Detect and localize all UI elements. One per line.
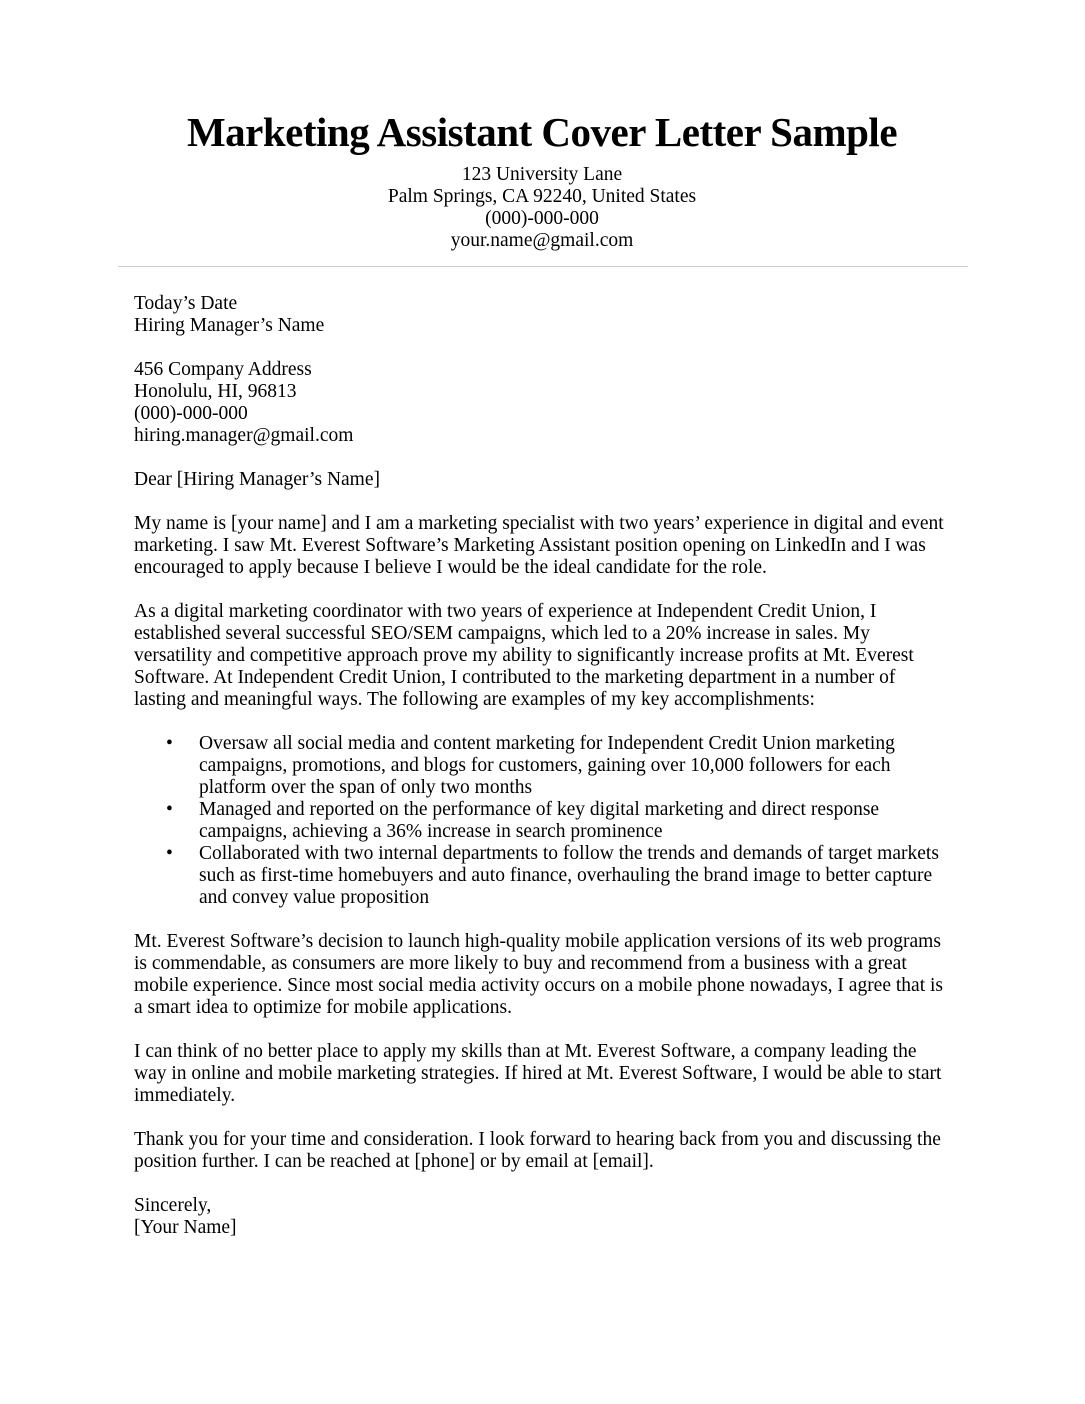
- spacer: [134, 491, 950, 513]
- paragraph-intro: My name is [your name] and I am a marketing specialist with two years’ experience in digital and event marketing. I saw Mt. Everest Software’s Marketing Assistant position opening on LinkedIn and I was encouraged to apply because I believe I would be the ideal candidate for the role.: [134, 513, 944, 578]
- list-item: • Collaborated with two internal departments to follow the trends and demands of target markets such as first-time homebuyers and auto finance, overhauling the brand image to better capture and convey value proposition: [199, 843, 950, 909]
- list-item: • Managed and reported on the performance of key digital marketing and direct response campaigns, achieving a 36% increase in search prominence: [199, 799, 950, 843]
- date-line: Today’s Date: [134, 293, 238, 314]
- sender-email: your.name@gmail.com: [450, 230, 634, 251]
- page-title: Marketing Assistant Cover Letter Sample: [186, 109, 898, 155]
- sender-street: 123 University Lane: [461, 164, 623, 185]
- accomplishments-list: [134, 733, 950, 909]
- paragraph-mobile: Mt. Everest Software’s decision to launch high-quality mobile application versions of its web programs is commendable, as consumers are more likely to buy and recommend from a business with a great mobile experience. Since most social media activity occurs on a mobile phone nowadays, I agree that is a smart idea to optimize for mobile applications.: [134, 931, 943, 1018]
- company-address-line: 456 Company Address: [134, 359, 312, 380]
- salutation: Dear [Hiring Manager’s Name]: [134, 469, 380, 490]
- letter-header: [134, 108, 950, 252]
- company-city-line: Honolulu, HI, 96813: [134, 381, 297, 402]
- spacer: [134, 447, 950, 469]
- paragraph-fit: I can think of no better place to apply my skills than at Mt. Everest Software, a company leading the way in online and mobile marketing strategies. If hired at Mt. Everest Software, I would be able to start immediately.: [134, 1041, 942, 1106]
- sender-city: Palm Springs, CA 92240, United States: [387, 186, 697, 207]
- company-phone-line: (000)-000-000: [134, 403, 248, 424]
- list-item: • Oversaw all social media and content marketing for Independent Credit Union marketing campaigns, promotions, and blogs for customers, gaining over 10,000 followers for each platform over the span of only two months: [199, 733, 950, 799]
- company-email-line: hiring.manager@gmail.com: [134, 425, 354, 446]
- paragraph-thanks: Thank you for your time and consideration. I look forward to hearing back from you and discussing the position further. I can be reached at [phone] or by email at [email].: [134, 1129, 941, 1172]
- signoff-sincerely: Sincerely,: [134, 1195, 212, 1216]
- header-divider: [118, 266, 968, 267]
- paragraph-experience: As a digital marketing coordinator with two years of experience at Independent Credit Union, I established several successful SEO/SEM campaigns, which led to a 20% increase in sales. My versatility and competitive approach prove my ability to significantly increase profits at Mt. Everest Software. At Independent Credit Union, I contributed to the marketing department in a number of lasting and meaningful ways. The following are examples of my key accomplishments:: [134, 601, 914, 710]
- spacer: [134, 337, 950, 359]
- signoff-name: [Your Name]: [134, 1217, 237, 1238]
- hiring-manager-name-line: Hiring Manager’s Name: [134, 315, 325, 336]
- letter-body: [134, 293, 950, 1239]
- sender-phone: (000)-000-000: [485, 208, 599, 229]
